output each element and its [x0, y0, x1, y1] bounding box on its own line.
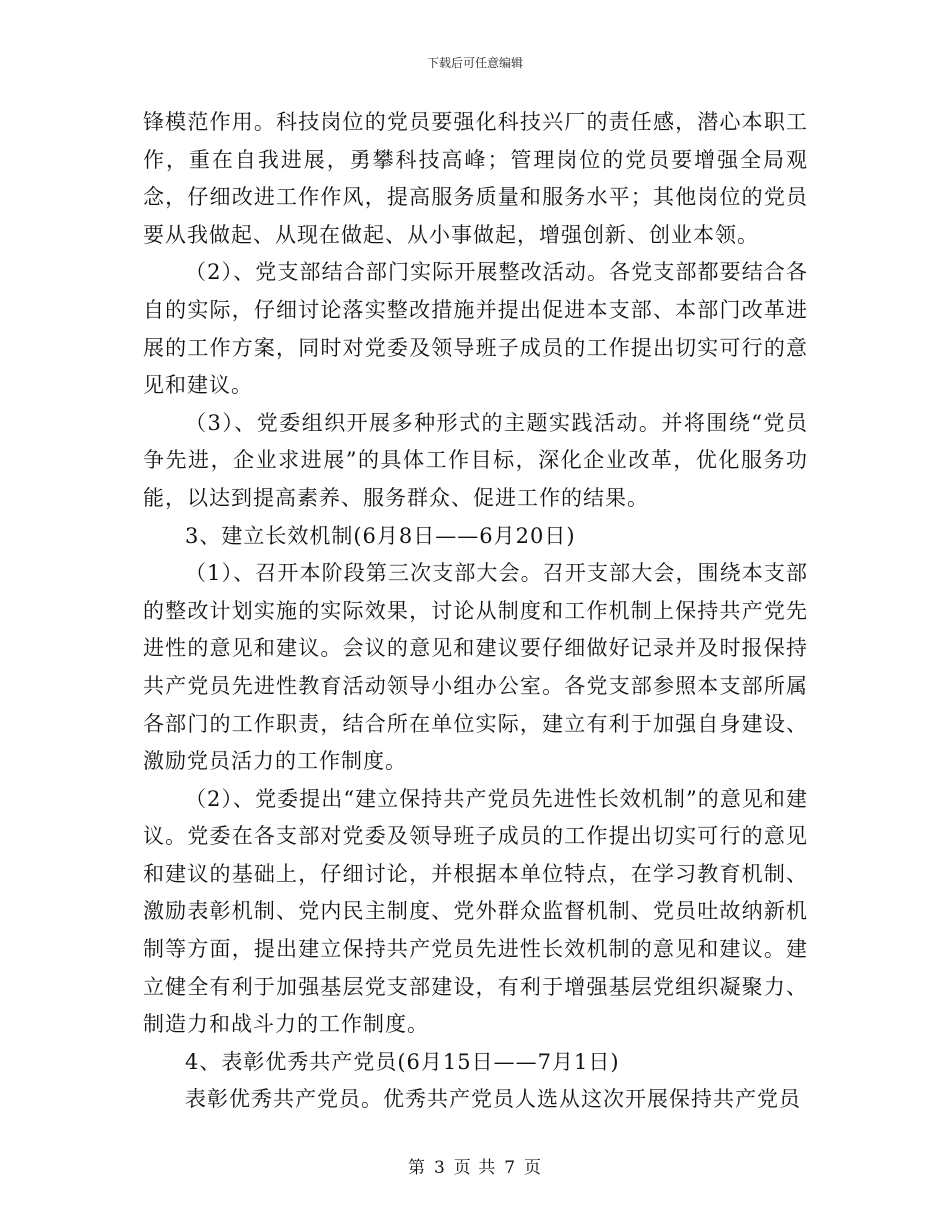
paragraph: （2）、党支部结合部门实际开展整改活动。各党支部都要结合各自的实际，仔细讨论落实整改措施并提出促进本支部、本部门改革进展的工作方案，同时对党委及领导班子成员的工作提出切实可行的意见和建议。: [143, 260, 808, 398]
paragraph: （1）、召开本阶段第三次支部大会。召开支部大会，围绕本支部的整改计划实施的实际效果，讨论从制度和工作机制上保持共产党先进性的意见和建议。会议的意见和建议要仔细做好记录并及时报保持共产党员先进性教育活动领导小组办公室。各党支部参照本支部所属各部门的工作职责，结合所在单位实际，建立有利于加强自身建设、激励党员活力的工作制度。: [143, 561, 808, 774]
paragraph: 锋模范作用。科技岗位的党员要强化科技兴厂的责任感，潜心本职工作，重在自我进展，勇攀科技高峰；管理岗位的党员要增强全局观念，仔细改进工作作风，提高服务质量和服务水平；其他岗位的党员要从我做起、从现在做起、从小事做起，增强创新、创业本领。: [143, 110, 808, 247]
footer-middle: 页 共: [453, 1158, 497, 1178]
document-body: [143, 104, 808, 1119]
footer-suffix: 页: [524, 1158, 543, 1178]
paragraph: 表彰优秀共产党员。优秀共产党员人选从这次开展保持共产党员: [185, 1087, 801, 1112]
paragraph: （2）、党委提出“建立保持共产党员先进性长效机制”的意见和建议。党委在各支部对党委及领导班子成员的工作提出切实可行的意见和建议的基础上，仔细讨论，并根据本单位特点，在学习教育机制、激励表彰机制、党内民主制度、党外群众监督机制、党员吐故纳新机制等方面，提出建立保持共产党员先进性长效机制的意见和建议。建立健全有利于加强基层党支部建设，有利于增强基层党组织凝聚力、制造力和战斗力的工作制度。: [143, 786, 808, 1037]
section-heading: 3、建立长效机制(6月8日——6月20日): [185, 523, 576, 548]
page-header: 下载后可任意编辑: [426, 56, 523, 70]
footer-prefix: 第: [407, 1158, 426, 1178]
paragraph: （3）、党委组织开展多种形式的主题实践活动。并将围绕“党员争先进，企业求进展”的具体工作目标，深化企业改革，优化服务功能，以达到提高素养、服务群众、促进工作的结果。: [143, 410, 808, 510]
page-total: 7: [504, 1158, 517, 1178]
section-heading: 4、表彰优秀共产党员(6月15日——7月1日): [185, 1049, 620, 1074]
page-number: 3: [433, 1158, 446, 1178]
page-footer: [0, 1153, 950, 1178]
